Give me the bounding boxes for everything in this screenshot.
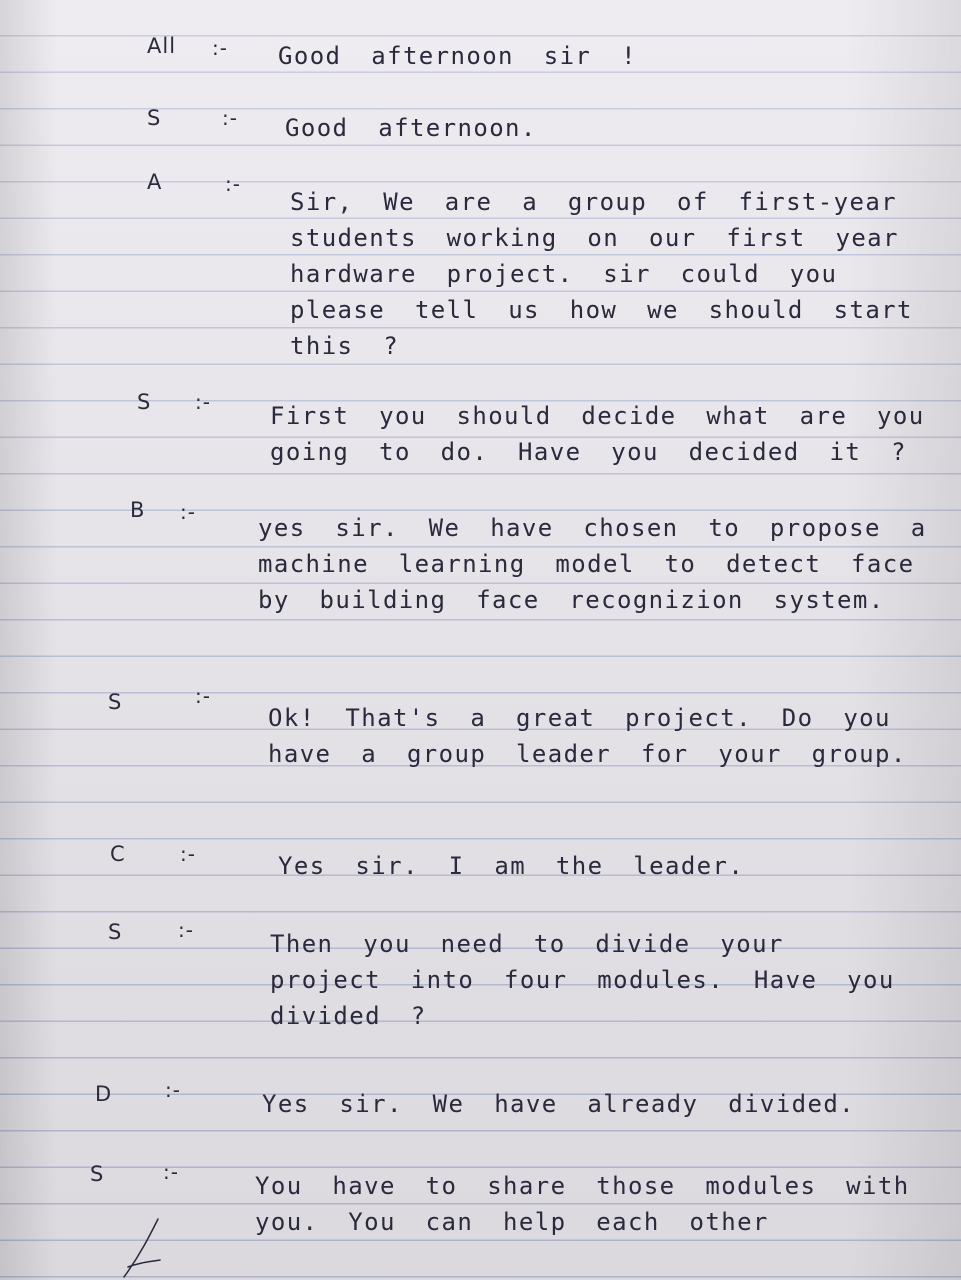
speaker-label: S <box>147 106 162 130</box>
speaker-label: C <box>110 842 126 866</box>
speaker-label: A <box>147 170 163 194</box>
line-text: Sir, We are a group of first-year students working on our first year hardware project. sir could you please tell us how we should start this ? <box>290 188 913 360</box>
speaker-label: B <box>130 498 146 522</box>
separator: :- <box>180 500 196 524</box>
speaker-label: S <box>137 390 152 414</box>
separator: :- <box>195 390 211 414</box>
separator: :- <box>178 918 194 942</box>
separator: :- <box>225 172 241 196</box>
line-text: You have to share those modules with you. You can help each other <box>255 1172 910 1236</box>
separator: :- <box>195 684 211 708</box>
line-text: Good afternoon. <box>285 114 537 142</box>
line-text: Good afternoon sir ! <box>278 42 637 70</box>
line-text: First you should decide what are you going to do. Have you decided it ? <box>270 402 925 466</box>
speaker-label: D <box>95 1082 113 1106</box>
line-text: Ok! That's a great project. Do you have a group leader for your group. <box>268 704 907 768</box>
speaker-label: S <box>108 690 123 714</box>
separator: :- <box>180 842 196 866</box>
speaker-label: S <box>90 1162 105 1186</box>
pen-scribble <box>118 1215 178 1280</box>
speaker-label: S <box>108 920 123 944</box>
separator: :- <box>212 36 228 60</box>
line-text: Yes sir. We have already divided. <box>262 1090 856 1118</box>
separator: :- <box>222 106 238 130</box>
line-text: Yes sir. I am the leader. <box>278 852 745 880</box>
line-text: Then you need to divide your project into four modules. Have you divided ? <box>270 930 895 1030</box>
line-text: yes sir. We have chosen to propose a machine learning model to detect face by building face recognizion system. <box>258 514 927 614</box>
separator: :- <box>165 1078 181 1102</box>
speaker-label: All <box>147 34 177 58</box>
separator: :- <box>163 1160 179 1184</box>
